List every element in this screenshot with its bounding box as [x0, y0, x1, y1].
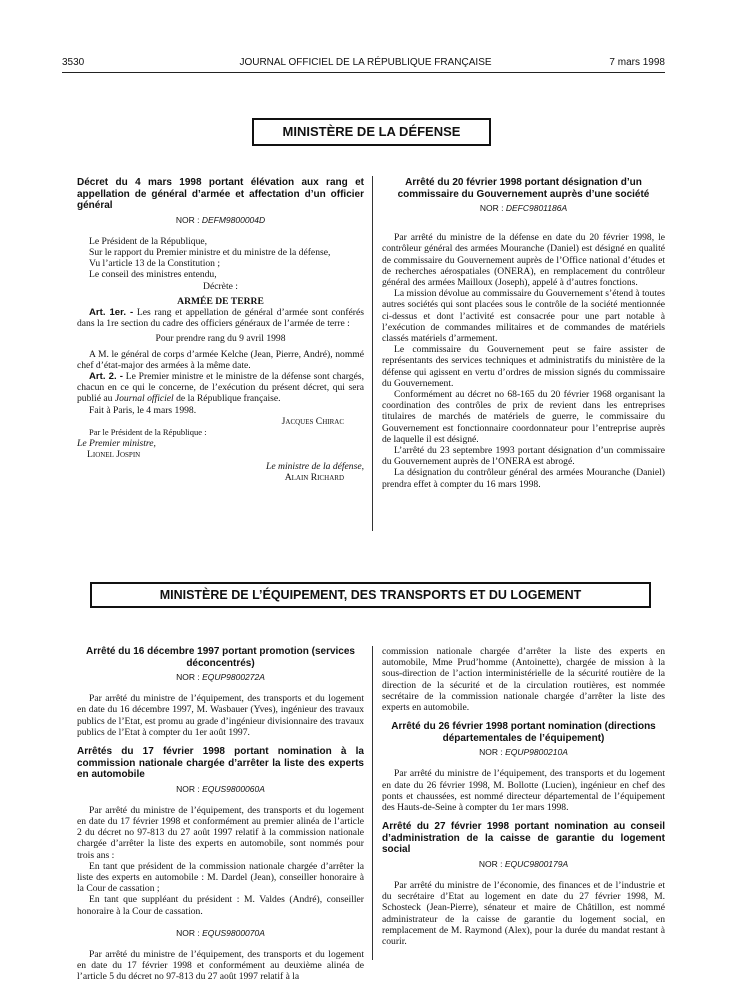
column-divider	[372, 176, 373, 531]
arrete26fev-nor: NOR : EQUP9800210A	[479, 747, 568, 758]
decret-md: Alain Richard	[284, 471, 344, 483]
arrete17fev-para: En tant que suppléant du président : M. Valdes (André), conseiller honoraire à la Cour de cassation.	[77, 894, 364, 917]
arrete20-para: L’arrêté du 23 septembre 1993 portant désignation d’un commissaire du Gouvernement auprès de l’ONERA est abrogé.	[382, 445, 665, 468]
decret-nor: NOR : DEFM9800004D	[175, 214, 266, 225]
issue-date: 7 mars 1998	[609, 57, 665, 68]
arrete20-column	[382, 177, 665, 490]
decret-armee: ARMÉE DE TERRE	[177, 295, 264, 307]
equipement-right-column	[382, 646, 665, 947]
arrete16dec-title: Arrêté du 16 décembre 1997 portant promotion (services déconcentrés)	[86, 646, 355, 669]
decret-rapport: Sur le rapport du Premier ministre et du ministre de la défense,	[89, 246, 331, 258]
ministry-equipement-title: MINISTÈRE DE L’ÉQUIPEMENT, DES TRANSPORTS ET DU LOGEMENT	[159, 588, 582, 602]
arrete17fev-title: Arrêtés du 17 février 1998 portant nomination à la commission nationale chargée d’arrêter la liste des experts en automobile	[77, 746, 364, 781]
decret-decrete: Décrète :	[203, 280, 238, 292]
decret-prendre-rang: Pour prendre rang du 9 avril 1998	[155, 333, 286, 345]
arrete17fev-para: En tant que président de la commission nationale chargée d’arrêter la liste des experts en automobile : M. Dardel (Jean), conseiller honoraire à la Cour de cassation ;	[77, 860, 364, 895]
decret-title: Décret du 4 mars 1998 portant élévation aux rang et appellation de général d’armée et affectation d’un officier général	[77, 177, 364, 211]
arrete27fev-para: Par arrêté du ministre de l’économie, des finances et de l’industrie et du secrétaire d’Etat au logement en date du 27 février 1998, M. Schosteck (Jean-Pierre), sénateur et maire de Châtillon, est nommé administrateur de la caisse de garantie du logement social, en remplacement de M. Raymond (Alex), pour la durée du mandat restant à courir.	[382, 879, 665, 947]
arrete20-para: Conformément au décret no 68-165 du 20 février 1968 organisant la coordination des contrôles de prix de revient dans les entreprises titulaires de marchés de matériels de guerre, le commissaire du Gouvernement est fonctionnaire coordonnateur pour l’entreprise auprès de laquelle il est désigné.	[382, 389, 665, 445]
arrete26fev-title: Arrêté du 26 février 1998 portant nomination (directions départementales de l’équipement)	[391, 721, 656, 744]
decret-general: A M. le général de corps d’armée Kelche (Jean, Pierre, André), nommé chef d’état-major des armées à la même date.	[77, 348, 364, 371]
column-divider	[372, 646, 373, 960]
header-rule	[62, 72, 665, 73]
decret-conseil: Le conseil des ministres entendu,	[89, 269, 217, 281]
arrete20-title: Arrêté du 20 février 1998 portant désignation d’un commissaire du Gouvernement auprès d’une société	[397, 177, 650, 200]
arrete17fev-para: Par arrêté du ministre de l’équipement, des transports et du logement en date du 17 février 1998 et conformément au premier alinéa de l’article 2 du décret no 97-813 du 27 août 1997 relatif à la commission nationale chargée d’arrêter la liste des experts en automobile, sont nommés pour trois ans :	[77, 804, 364, 861]
arrete27fev-title: Arrêté du 27 février 1998 portant nomination au conseil d’administration de la caisse de garantie du logement social	[382, 821, 665, 856]
arrete20-para: La mission dévolue au commissaire du Gouvernement s’étend à toutes autres sociétés qui sont placées sous le contrôle de la société mentionnée ci-dessus et dont l’activité est consacrée pour une part notable à l’exécution de commandes militaires et de commandes de matériels classés matériels d’armement.	[382, 288, 665, 345]
arrete17fev-nor2: NOR : EQUS9800070A	[176, 927, 265, 938]
decret-art1: Art. 1er. - Les rang et appellation de général d’armée sont conférés dans la 1re section du cadre des officiers généraux de l’armée de terre :	[77, 306, 364, 330]
ministry-defense-box	[252, 118, 491, 146]
decret-art2: Art. 2. - Le Premier ministre et le ministre de la défense sont chargés, chacun en ce qui le concerne, de l’exécution du présent décret, qui sera publié au Journal officiel de la République française.	[77, 370, 364, 405]
arrete20-para: Le commissaire du Gouvernement peut se faire assister de représentants des services techniques et administratifs du ministère de la défense qui agissent en vertu d’ordres de mission signés du commissaire du Gouvernement.	[382, 344, 665, 389]
page-number: 3530	[62, 57, 85, 68]
decret-vu: Vu l’article 13 de la Constitution ;	[89, 258, 221, 270]
arrete20-nor: NOR : DEFC9801186A	[479, 203, 568, 213]
decret-pm-title: Le Premier ministre,	[77, 438, 156, 450]
decret-md-title: Le ministre de la défense,	[266, 460, 364, 472]
journal-title: JOURNAL OFFICIEL DE LA RÉPUBLIQUE FRANÇAISE	[239, 57, 492, 68]
arrete16dec-nor: NOR : EQUP9800272A	[176, 672, 265, 682]
arrete20-para: Par arrêté du ministre de la défense en date du 20 février 1998, le contrôleur général des armées Mouranche (Daniel) est désigné en qualité de commissaire du Gouvernement auprès de l’Office national d’études et de recherches aérospatiales (ONERA), en remplacement du contrôleur général des armées Mailloux (Joseph), appelé à d’autres fonctions.	[382, 232, 665, 289]
decret-fait: Fait à Paris, le 4 mars 1998.	[89, 404, 197, 416]
arrete17fev-nor: NOR : EQUS9800060A	[176, 783, 265, 794]
arrete20-para: La désignation du contrôleur général des armées Mouranche (Daniel) prendra effet à compter du 16 mars 1998.	[382, 467, 665, 490]
continued-paragraph: commission nationale chargée d’arrêter la liste des experts en automobile, Mme Prud’homme (Antoinette), chargée de mission à la sous-direction de l’action interministérielle de la sécurité routière de la direction de la sécurité et de la circulation routières, est nommée secrétaire de la commission nationale chargée d’arrêter la liste des experts en automobile.	[382, 646, 665, 714]
ministry-defense-title: MINISTÈRE DE LA DÉFENSE	[282, 124, 461, 139]
equipement-left-column	[77, 646, 364, 983]
decret-column	[77, 177, 364, 483]
arrete17fev-para2: Par arrêté du ministre de l’équipement, des transports et du logement en date du 17 février 1998 et conformément au deuxième alinéa de l’article 5 du décret no 97-813 du 27 août 1997 relatif à la	[77, 948, 364, 983]
ministry-equipement-box	[90, 582, 651, 608]
decret-par: Par le Président de la République :	[89, 426, 207, 437]
arrete27fev-nor: NOR : EQUC9800179A	[478, 858, 569, 869]
arrete26fev-para: Par arrêté du ministre de l’équipement, des transports et du logement en date du 26 février 1998, M. Bollotte (Lucien), ingénieur en chef des ponts et chaussées, est nommé directeur départemental de l’équipement des Hauts-de-Seine à compter du 1er mars 1998.	[382, 768, 665, 814]
decret-president: Le Président de la République,	[89, 235, 208, 247]
arrete16dec-para: Par arrêté du ministre de l’équipement, des transports et du logement en date du 16 décembre 1997, M. Wasbauer (Yves), ingénieur des travaux publics de l’Etat, est promu au grade d’ingénieur divisionnaire des travaux publics de l’Etat à compter du 1er août 1997.	[77, 693, 364, 738]
decret-pm: Lionel Jospin	[87, 449, 141, 461]
decret-signature-president: Jacques Chirac	[281, 415, 344, 427]
